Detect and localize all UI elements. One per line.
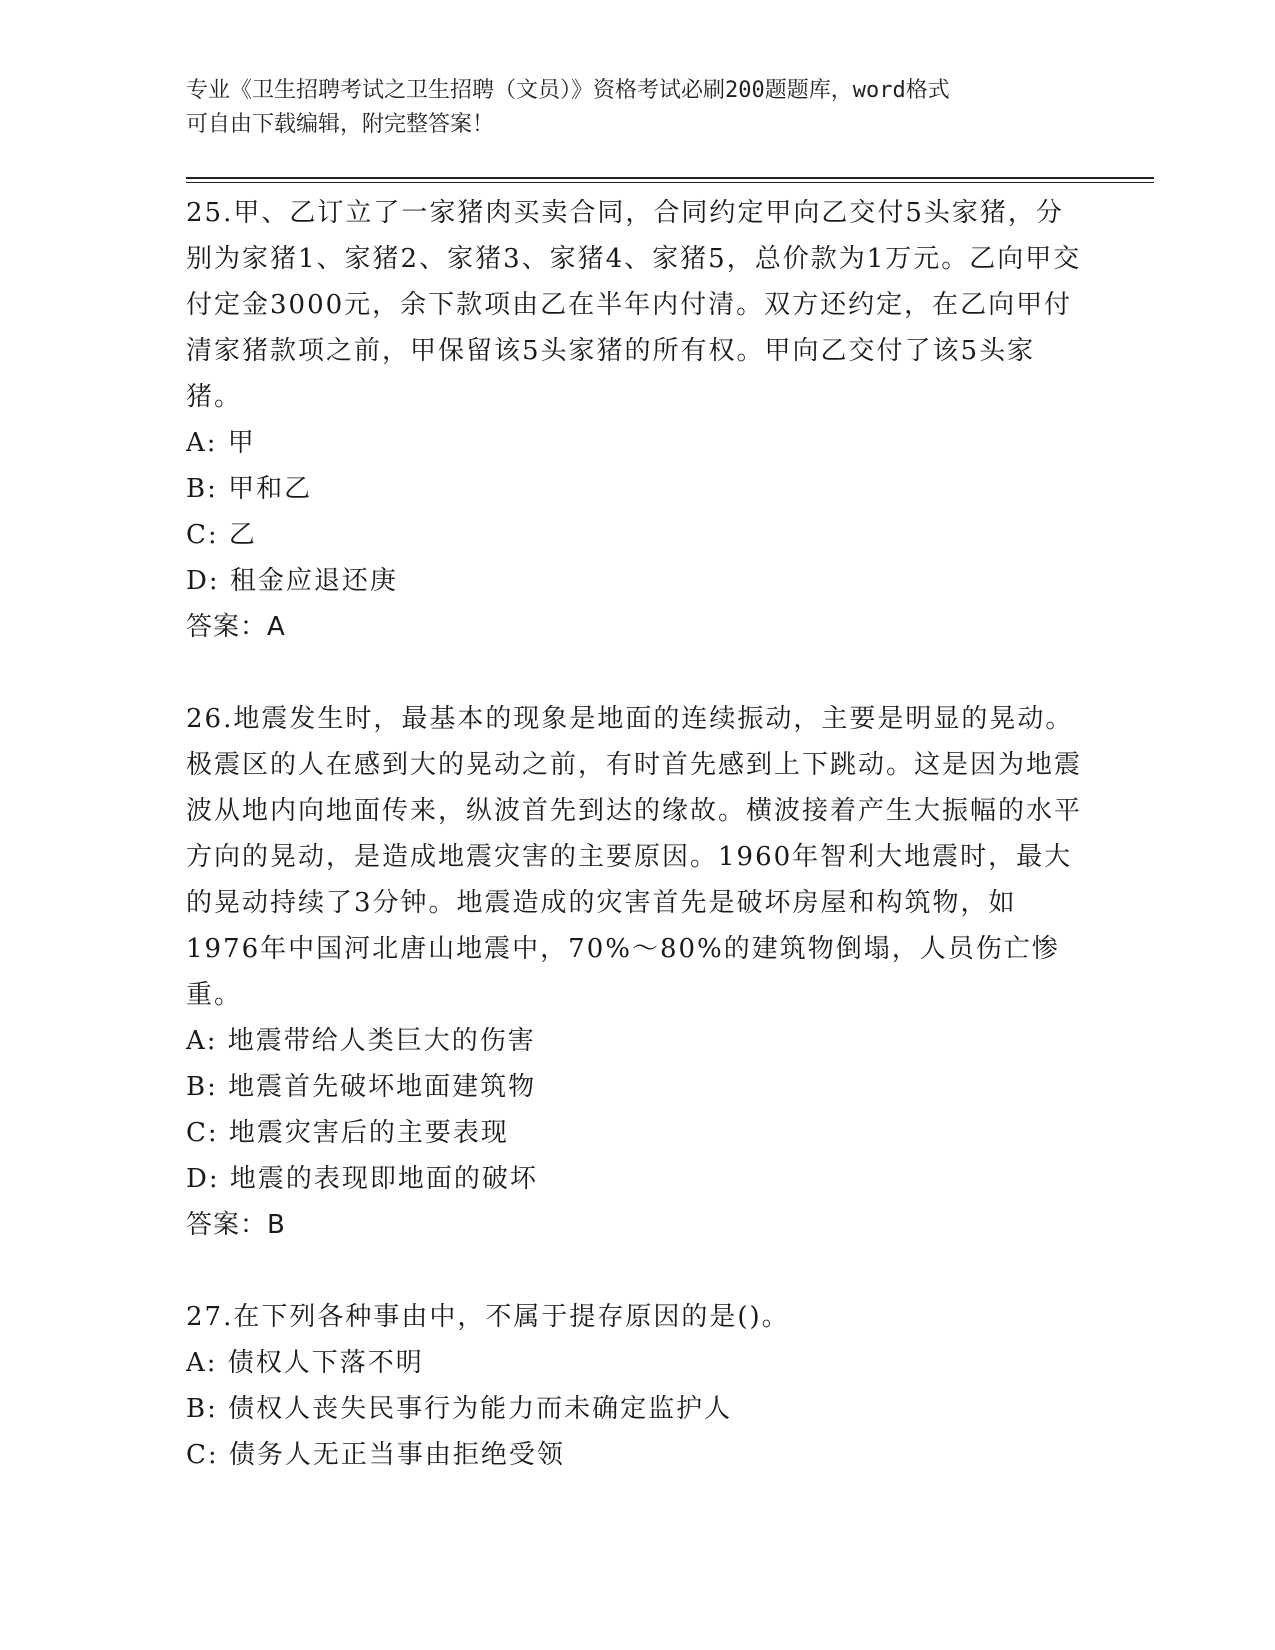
option-d: D: 地震的表现即地面的破坏 bbox=[186, 1164, 538, 1194]
header-rule-thick bbox=[186, 177, 1154, 179]
header-line-2: 可自由下载编辑，附完整答案！ bbox=[186, 112, 495, 137]
answer: 答案：A bbox=[186, 612, 286, 642]
option-a: A: 债权人下落不明 bbox=[186, 1348, 424, 1378]
option-c: C: 债务人无正当事由拒绝受领 bbox=[186, 1440, 565, 1470]
question-list bbox=[186, 190, 1086, 1478]
question-spacer bbox=[186, 650, 1086, 696]
question-25 bbox=[186, 190, 1086, 650]
header-line-1: 专业《卫生招聘考试之卫生招聘（文员）》资格考试必刷200题题库，word格式 bbox=[186, 78, 950, 103]
question-27 bbox=[186, 1294, 1086, 1478]
question-spacer bbox=[186, 1248, 1086, 1294]
header-rule-thin bbox=[186, 182, 1154, 183]
question-26 bbox=[186, 696, 1086, 1248]
option-c: C: 地震灾害后的主要表现 bbox=[186, 1118, 509, 1148]
answer: 答案：B bbox=[186, 1210, 286, 1240]
option-a: A: 甲 bbox=[186, 428, 256, 458]
question-stem: 27.在下列各种事由中，不属于提存原因的是()。 bbox=[186, 1302, 790, 1332]
question-stem: 25.甲、乙订立了一家猪肉买卖合同，合同约定甲向乙交付5头家猪，分别为家猪1、家猪2、家猪3、家猪4、家猪5，总价款为1万元。乙向甲交付定金3000元，余下款项由乙在半年内付清。双方还约定，在乙向甲付清家猪款项之前，甲保留该5头家猪的所有权。甲向乙交付了该5头家猪。 bbox=[186, 198, 1082, 412]
option-b: B: 债权人丧失民事行为能力而未确定监护人 bbox=[186, 1394, 733, 1424]
option-b: B: 甲和乙 bbox=[186, 474, 313, 504]
option-d: D: 租金应退还庚 bbox=[186, 566, 398, 596]
option-b: B: 地震首先破坏地面建筑物 bbox=[186, 1072, 537, 1102]
option-c: C: 乙 bbox=[186, 520, 257, 550]
option-a: A: 地震带给人类巨大的伤害 bbox=[186, 1026, 536, 1056]
question-stem: 26.地震发生时，最基本的现象是地面的连续振动，主要是明显的晃动。极震区的人在感到大的晃动之前，有时首先感到上下跳动。这是因为地震波从地内向地面传来，纵波首先到达的缘故。横波接着产生大振幅的水平方向的晃动，是造成地震灾害的主要原因。1960年智利大地震时，最大的晃动持续了3分钟。地震造成的灾害首先是破坏房屋和构筑物，如1976年中国河北唐山地震中，70%～80%的建筑物倒塌，人员伤亡惨重。 bbox=[186, 704, 1083, 1010]
page-header bbox=[186, 74, 1066, 142]
